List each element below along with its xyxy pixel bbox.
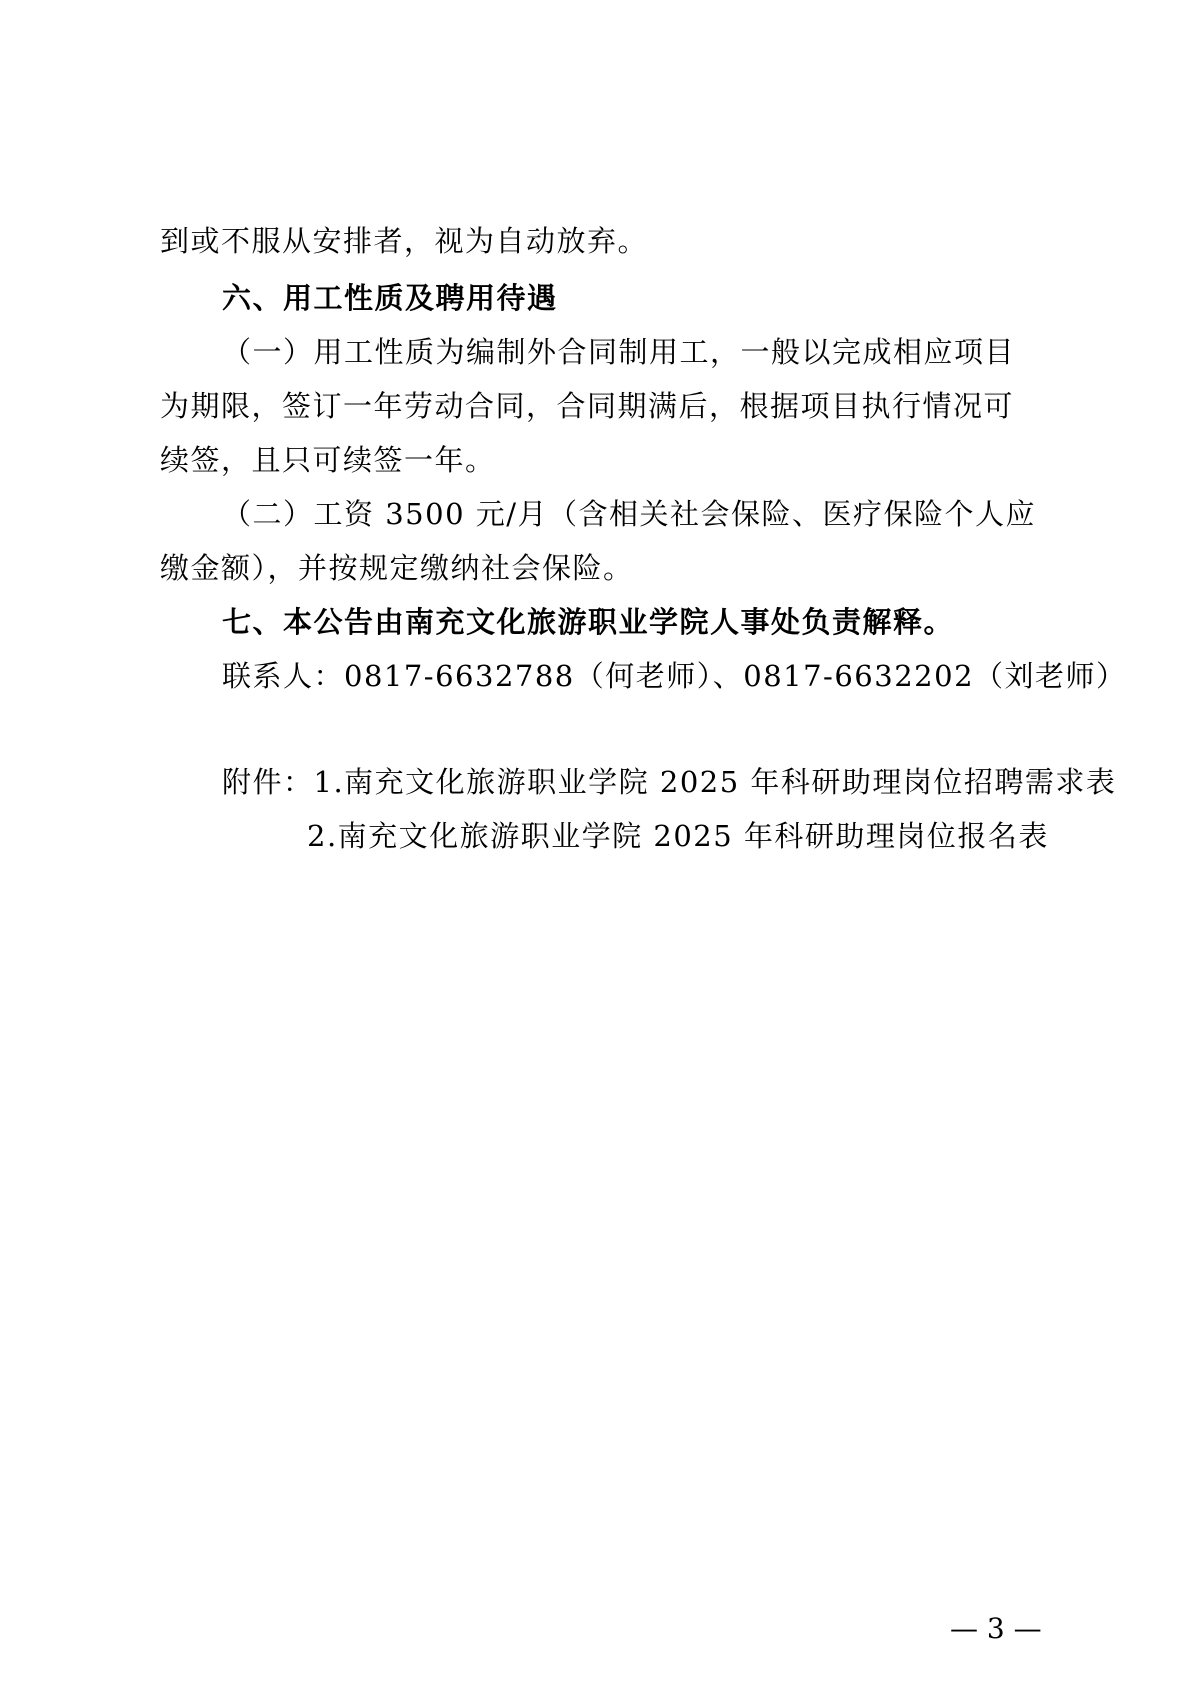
section-6-item-2-line-2: 缴金额），并按规定缴纳社会保险。: [160, 551, 634, 585]
section-7-heading: 七、本公告由南充文化旅游职业学院人事处负责解释。: [222, 605, 955, 639]
section-6-item-1-line-2: 为期限，签订一年劳动合同，合同期满后，根据项目执行情况可: [160, 389, 1015, 423]
paragraph-continuation: 到或不服从安排者，视为自动放弃。: [160, 224, 649, 258]
section-6-item-1-line-1: （一）用工性质为编制外合同制用工，一般以完成相应项目: [222, 335, 1016, 369]
attachment-1: 附件：1.南充文化旅游职业学院 2025 年科研助理岗位招聘需求表: [222, 765, 1117, 799]
section-6-heading: 六、用工性质及聘用待遇: [222, 281, 558, 315]
attachment-2: 2.南充文化旅游职业学院 2025 年科研助理岗位报名表: [307, 819, 1049, 853]
section-6-item-1-line-3: 续签，且只可续签一年。: [160, 443, 496, 477]
section-6-item-2-line-1: （二）工资 3500 元/月（含相关社会保险、医疗保险个人应: [222, 497, 1037, 531]
page-number: — 3 —: [950, 1612, 1042, 1645]
contact-line: 联系人：0817-6632788（何老师）、0817-6632202（刘老师）: [222, 659, 1127, 693]
